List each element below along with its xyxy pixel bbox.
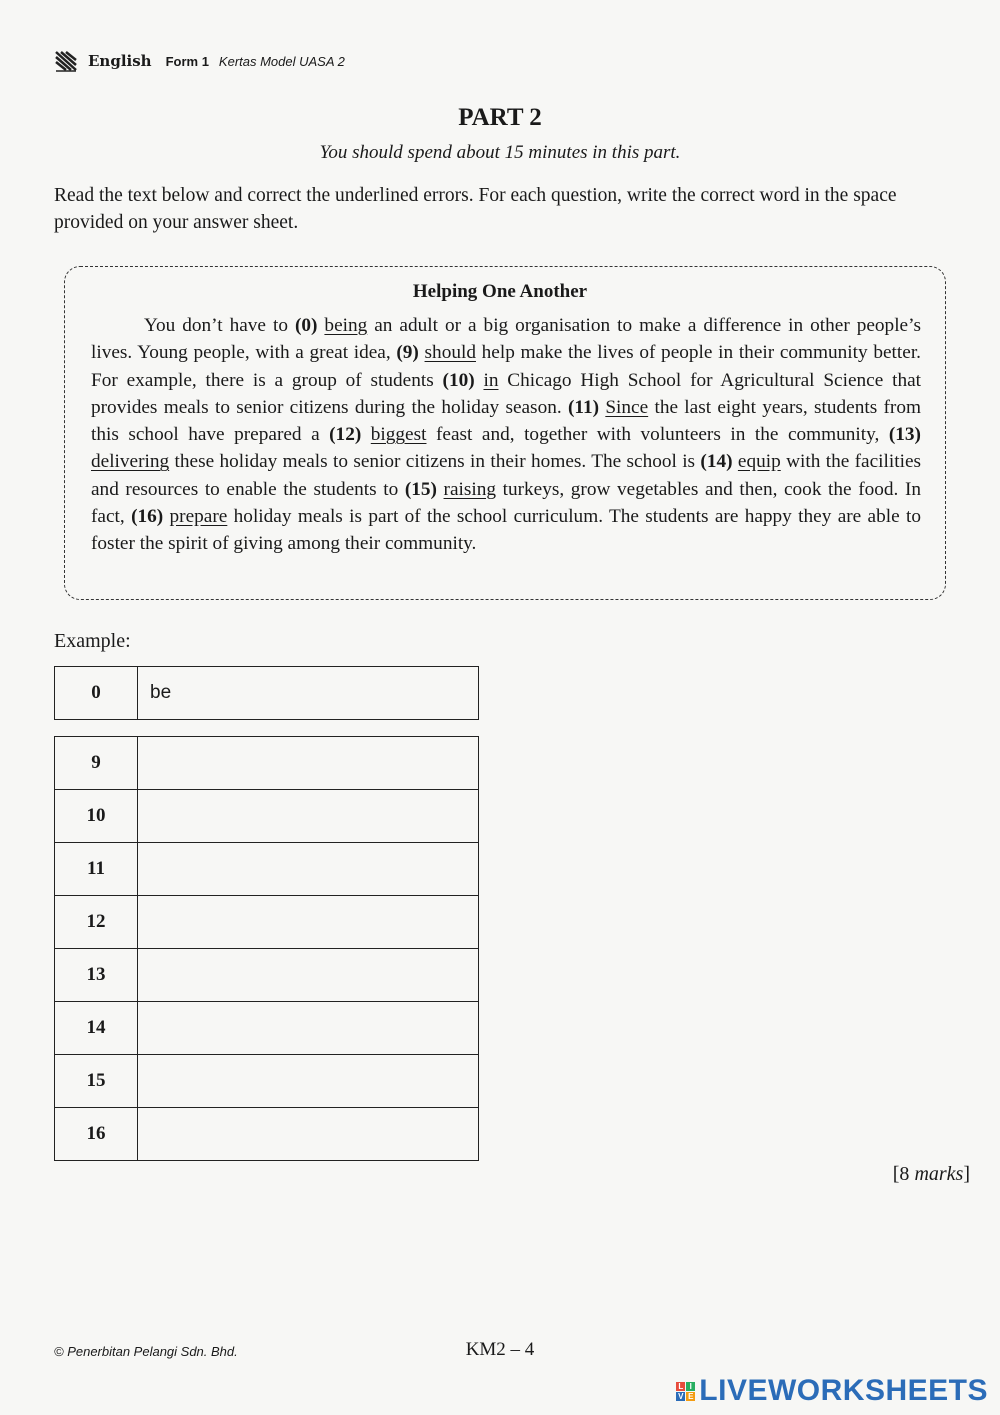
part-subtitle: You should spend about 15 minutes in this part. (319, 142, 681, 163)
answer-number: 16 (55, 1108, 138, 1161)
answer-input-15[interactable] (138, 1055, 479, 1108)
logo-letter: V (678, 1391, 684, 1401)
answer-number: 11 (55, 843, 138, 896)
part-title: PART 2 (458, 104, 542, 131)
answer-number: 14 (55, 1002, 138, 1055)
example-label: Example: (54, 630, 131, 652)
publisher-credit: © Penerbitan Pelangi Sdn. Bhd. (54, 1344, 238, 1359)
marks-label: [8 marks] (892, 1163, 970, 1185)
answer-row (55, 737, 479, 790)
answer-input-11[interactable] (138, 843, 479, 896)
answer-row (55, 843, 479, 896)
example-table (54, 666, 479, 720)
answer-input-16[interactable] (138, 1108, 479, 1161)
answer-input-14[interactable] (138, 1002, 479, 1055)
underlined-error: being (324, 315, 368, 336)
example-number: 0 (55, 667, 138, 720)
publisher-logo-icon (54, 50, 78, 72)
answer-number: 12 (55, 896, 138, 949)
answer-row (55, 790, 479, 843)
underlined-error: Since (605, 396, 649, 418)
page-header (54, 50, 345, 72)
example-answer: be (138, 667, 479, 720)
answer-row (55, 1002, 479, 1055)
liveworksheets-logo-icon (676, 1382, 695, 1401)
passage-title: Helping One Another (412, 281, 588, 302)
underlined-error: delivering (91, 451, 170, 473)
answer-row (55, 949, 479, 1002)
logo-letter: L (676, 1382, 685, 1391)
page-number: KM2 – 4 (465, 1339, 535, 1360)
underlined-error: should (424, 342, 476, 364)
answer-number: 10 (55, 790, 138, 843)
answer-row (55, 896, 479, 949)
answer-row (55, 1108, 479, 1161)
liveworksheets-watermark (676, 1374, 988, 1408)
underlined-error: equip (737, 451, 781, 473)
answer-input-9[interactable] (138, 737, 479, 790)
paper-label: Kertas Model UASA 2 (218, 53, 345, 69)
form-label: Form 1 (165, 53, 209, 69)
answer-row (55, 1055, 479, 1108)
subject-label: English (88, 52, 152, 70)
underlined-error: prepare (169, 506, 228, 528)
example-row (55, 667, 479, 720)
underlined-error: raising (443, 478, 497, 500)
answer-input-12[interactable] (138, 896, 479, 949)
watermark-text: LIVEWORKSHEETS (699, 1374, 988, 1407)
instruction-text: Read the text below and correct the underlined errors. For each question, write the correct word in the space provided on your answer sheet. (54, 185, 897, 233)
answer-number: 9 (55, 737, 138, 790)
underlined-error: biggest (370, 424, 427, 446)
passage-text: You don’t have to (0) being an adult or a big organisation to make a difference in other people’s lives. Young people, with a great idea, (9) should help make the lives of people in their community better. For example, there is a group of students (10) in Chicago High School for Agricultural Science that provides meals to senior citizens during the holiday season. (11) Since the last eight years, students from this school have prepared a (12) biggest feast and, together with volunteers in the community, (13) delivering these holiday meals to senior citizens in their homes. The school is (14) equip with the facilities and resources to enable the students to (15) raising turkeys, grow vegetables and then, cook the food. In fact, (16) prepare holiday meals is part of the school curriculum. The students are happy they are able to foster the spirit of giving among their community. (91, 315, 922, 555)
answer-number: 13 (55, 949, 138, 1002)
answer-input-13[interactable] (138, 949, 479, 1002)
answer-number: 15 (55, 1055, 138, 1108)
answer-table (54, 736, 479, 1161)
answer-input-10[interactable] (138, 790, 479, 843)
logo-letter: E (688, 1391, 694, 1401)
logo-letter: I (686, 1382, 695, 1391)
underlined-error: in (483, 369, 499, 391)
